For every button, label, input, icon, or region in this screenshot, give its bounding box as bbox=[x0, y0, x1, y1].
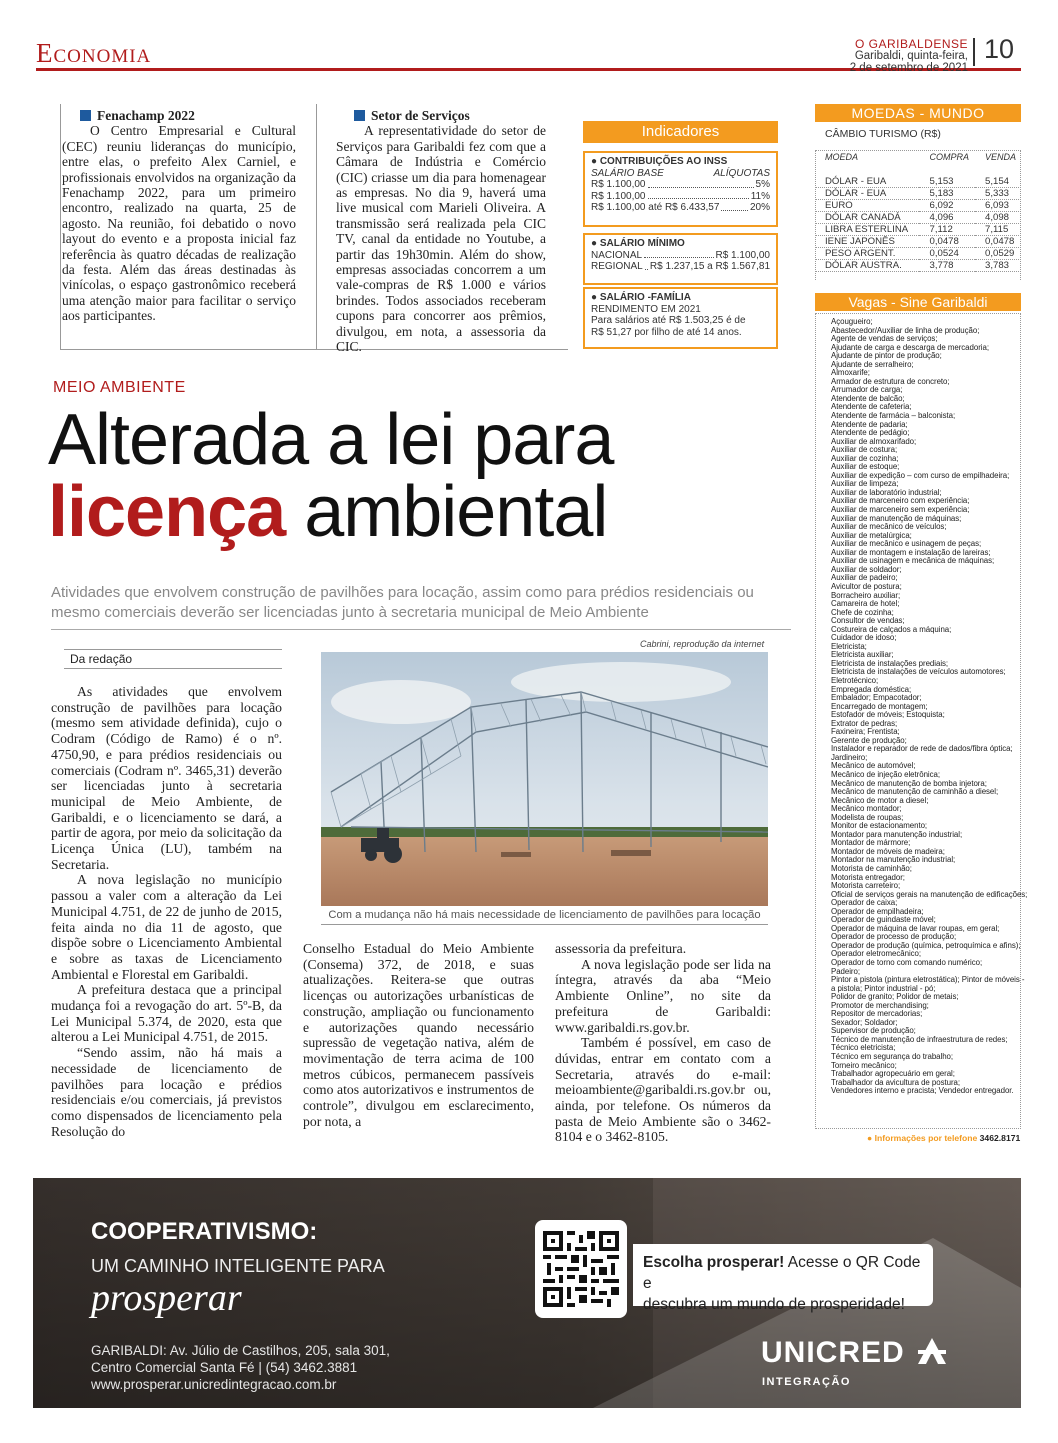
vaga-item: Ajudante de carga e descarga de mercadoria; bbox=[831, 342, 989, 352]
article-photo bbox=[321, 652, 768, 906]
vaga-item: Embalador; Empacotador; bbox=[831, 693, 922, 703]
minimo-row: NACIONAL R$ 1.100,00 bbox=[591, 249, 770, 261]
dateline-date: 2 de setembro de 2021 bbox=[849, 62, 968, 74]
brief-title: Setor de Serviços bbox=[336, 108, 546, 123]
paragraph: Conselho Estadual do Meio Ambiente (Consema) 372, de 2018, e suas atualizações. Reitera-se que outras licenças ou autorizações urbanísticas de construção, ampliação ou funcionamento e autorizações quando necessário supressão de vegetação nativa, além de movimentação de terra acima de 100 metros cúbicos, permanecem passíveis como atos autorizativos e instrumentos de controle”, divulgou em esclarecimento, por nota, a bbox=[303, 941, 534, 1129]
vaga-item: Montador de móveis de madeira; bbox=[831, 846, 945, 856]
vaga-item: Eletricista de instalações prediais; bbox=[831, 658, 949, 668]
inss-col-base: SALÁRIO BASE bbox=[591, 167, 664, 179]
paragraph: A nova legislação pode ser lida na íntegra, através da aba “Meio Ambiente Online”, no site da prefeitura de Garibaldi: www.garibaldi.rs.gov.br. bbox=[555, 956, 771, 1035]
section-title: Economia bbox=[36, 38, 152, 68]
vaga-item: Atendente de pedágio; bbox=[831, 428, 910, 438]
inss-heading: ● CONTRIBUIÇÕES AO INSS bbox=[591, 156, 728, 167]
vaga-item: Auxiliar de costura; bbox=[831, 445, 898, 455]
vaga-item: Costureira de calçados a máquina; bbox=[831, 624, 952, 634]
vaga-item: Chefe de cozinha; bbox=[831, 607, 894, 617]
unicred-ad[interactable] bbox=[33, 1178, 1021, 1408]
inss-col-rate: ALÍQUOTAS bbox=[713, 167, 770, 179]
vaga-item: Mecânico de injeção eletrônica; bbox=[831, 769, 940, 779]
article-column-2 bbox=[303, 941, 534, 1129]
page-number: 10 bbox=[984, 34, 1015, 64]
vaga-item: Açougueiro; bbox=[831, 317, 873, 326]
vaga-item: Repositor de mercadorias; bbox=[831, 1009, 923, 1019]
vaga-item: Técnico em segurança do trabalho; bbox=[831, 1052, 954, 1062]
qr-code-icon bbox=[543, 1228, 619, 1310]
vaga-item: Mecânico de motor a diesel; bbox=[831, 795, 929, 805]
article-column-1 bbox=[51, 684, 282, 1139]
vaga-item: Auxiliar de montagem e instalação de lareiras; bbox=[831, 547, 991, 557]
unicred-sub: INTEGRAÇÃO bbox=[762, 1376, 851, 1388]
ad-script: prosperar bbox=[91, 1277, 242, 1319]
vaga-item: a pistola; Pintor industrial - pó; bbox=[831, 983, 936, 993]
vaga-item: Mecânico de automóvel; bbox=[831, 761, 916, 771]
vaga-item: Operador eletromecânico; bbox=[831, 949, 922, 959]
paper-info bbox=[850, 38, 968, 74]
vaga-item: Armador de estrutura de concreto; bbox=[831, 376, 950, 386]
minimo-heading: ● SALÁRIO MÍNIMO bbox=[591, 238, 685, 249]
vaga-item: Oficial de serviços gerais na manutenção de edificações; bbox=[831, 889, 1028, 899]
dateline: Garibaldi, quinta-feira, bbox=[854, 50, 968, 62]
paragraph: “Sendo assim, não há mais a necessidade de licenciamento de pavilhões para locação e prédios residenciais e/ou comerciais, já previstos como dispensados de licenciamento pela Resolução do bbox=[51, 1045, 282, 1139]
vaga-item: Ajudante de serralheiro; bbox=[831, 359, 914, 369]
vaga-item: Auxiliar de expedição – com curso de empilhadeira; bbox=[831, 470, 1010, 480]
vaga-item: Ajudante de pintor de produção; bbox=[831, 351, 942, 361]
subhead-rule bbox=[51, 629, 791, 630]
brief-text: A representatividade do setor de Serviços para Garibaldi fez com que a Câmara de Indústria e Comércio (CIC) criasse um dia para homenagear as empresas. No dia 9, haverá uma live musical com Marieli Oliveira. A transmissão será realizada pela CIC TV, canal da entidade no Youtube, a partir das 19h30min. Além do show, empresas associadas concorrem a um vale-compras de R$ 1.000 e vários brindes. Todos associados receberam cupons para concorrer aos prêmios, divulgou, em nota, a assessoria da CIC. bbox=[336, 123, 546, 355]
vaga-item: Abastecedor/Auxiliar de linha de produção; bbox=[831, 325, 980, 335]
col-venda: VENDA bbox=[985, 152, 1017, 162]
vaga-item: Operador de máquina de lavar roupas, em geral; bbox=[831, 923, 1000, 933]
paragraph: A prefeitura destaca que a principal mudança foi a revogação do art. 5º-B, da Lei Municipal 5.374, de 2020, esta que alterou a Lei Municipal 4.751, de 2015. bbox=[51, 982, 282, 1045]
moedas-subtitle: CÂMBIO TURISMO (R$) bbox=[825, 128, 941, 140]
inss-row: R$ 1.100,00 5% bbox=[591, 179, 770, 191]
moedas-table bbox=[815, 150, 1021, 272]
vaga-item: Eletricista auxiliar; bbox=[831, 650, 894, 660]
ad-cta: Escolha prosperar! Acesse o QR Code e descubra um mundo de prosperidade! bbox=[633, 1244, 933, 1306]
brief-fenachamp bbox=[62, 108, 296, 324]
photo-credit: Cabrini, reprodução da internet bbox=[640, 639, 765, 649]
vaga-item: Mecânico de manutenção de bomba injetora; bbox=[831, 778, 987, 788]
ad-line: UM CAMINHO INTELIGENTE PARA bbox=[91, 1256, 385, 1276]
brief-divider bbox=[60, 104, 61, 350]
caption-rule bbox=[321, 924, 768, 925]
vaga-item: Auxiliar de padeiro; bbox=[831, 573, 898, 583]
vaga-item: Auxiliar de marceneiro com experiência; bbox=[831, 496, 970, 506]
vaga-item: Auxiliar de marceneiro sem experiência; bbox=[831, 505, 970, 515]
vaga-item: Vendedores interno e pracista; Vendedor entregador. bbox=[831, 1086, 1014, 1096]
inss-row: R$ 1.100,00 até R$ 6.433,57 20% bbox=[591, 202, 770, 214]
vaga-item: Supervisor de produção; bbox=[831, 1026, 916, 1036]
vaga-item: Encarregado de montagem; bbox=[831, 701, 928, 711]
vaga-item: Padeiro; bbox=[831, 966, 860, 976]
article-column-3 bbox=[555, 941, 771, 1145]
vaga-item: Eletricista de instalações de veículos automotores; bbox=[831, 667, 1006, 677]
currency-row: DÓLAR CANADÁ 4,096 4,098 bbox=[815, 212, 1021, 224]
vaga-item: Instalador e reparador de rede de dados/fibra óptica; bbox=[831, 744, 1013, 754]
header-separator bbox=[973, 38, 975, 66]
vaga-item: Sexador; Soldador; bbox=[831, 1017, 898, 1027]
article-headline: Alterada a lei para licença ambiental bbox=[48, 400, 614, 552]
col-moeda: MOEDA bbox=[825, 152, 859, 162]
brief-text: O Centro Empresarial e Cultural (CEC) reuniu lideranças do município, entre elas, o prefeito Alex Carniel, e profissionais envolvidos na organização da Fenachamp 2022, para um primeiro encontro, realizado na quarta, 25 de agosto. Na reunião, foi debatido o novo layout do evento e a proposta inicial faz referência às quatro décadas de realização da festa. Além das áreas destinadas às vinícolas, o espaço gastronômico receberá uma atenção maior para facilitar o serviço aos participantes. bbox=[62, 123, 296, 324]
vaga-item: Eletricista; bbox=[831, 641, 867, 651]
ad-website-link[interactable]: www.prosperar.unicredintegracao.com.br bbox=[91, 1377, 337, 1392]
minimo-row: REGIONAL R$ 1.237,15 a R$ 1.567,81 bbox=[591, 261, 770, 273]
vaga-item: Montador na manutenção industrial; bbox=[831, 855, 956, 865]
currency-row: DÓLAR - EUA 5,183 5,333 bbox=[815, 188, 1021, 200]
vaga-item: Auxiliar de metalúrgica; bbox=[831, 530, 912, 540]
square-bullet-icon bbox=[80, 110, 91, 121]
vaga-item: Mecânico montador; bbox=[831, 804, 902, 814]
vaga-item: Polidor de granito; Polidor de metais; bbox=[831, 992, 959, 1002]
vaga-item: Atendente de padaria; bbox=[831, 419, 908, 429]
vaga-item: Auxiliar de mecânico de veículos; bbox=[831, 522, 947, 532]
vaga-item: Arrumador de carga; bbox=[831, 385, 903, 395]
paper-name: O GARIBALDENSE bbox=[854, 37, 968, 51]
vaga-item: Motorista carreteiro; bbox=[831, 881, 901, 891]
currency-row: DÓLAR AUSTRA. 3,778 3,783 bbox=[815, 260, 1021, 272]
qr-code[interactable] bbox=[535, 1220, 627, 1318]
article-kicker: MEIO AMBIENTE bbox=[53, 379, 186, 396]
brief-title: Fenachamp 2022 bbox=[62, 108, 296, 123]
ad-address: GARIBALDI: Av. Júlio de Castilhos, 205, sala 301, Centro Comercial Santa Fé | (54) 3462.3881 www.prosperar.unicredintegracao.com.br bbox=[91, 1343, 390, 1392]
vaga-item: Estofador de móveis; Estoquista; bbox=[831, 710, 945, 720]
moedas-title: MOEDAS - MUNDO bbox=[815, 104, 1021, 122]
familia-line: R$ 51,27 por filho de até 14 anos. bbox=[591, 326, 742, 338]
vaga-item: Faxineira; Frentista; bbox=[831, 727, 900, 737]
vaga-item: Avicultor de postura; bbox=[831, 581, 902, 591]
brief-servicos bbox=[336, 108, 546, 355]
currency-row: DÓLAR - EUA 5,153 5,154 bbox=[815, 176, 1021, 188]
vaga-item: Modelista de roupas; bbox=[831, 812, 904, 822]
pavilion-photo bbox=[321, 652, 768, 906]
vaga-item: Consultor de vendas; bbox=[831, 616, 905, 626]
familia-heading: ● SALÁRIO -FAMÍLIA bbox=[591, 292, 691, 303]
vaga-item: Técnico eletricista; bbox=[831, 1043, 896, 1053]
vaga-item: Atendente de cafeteria; bbox=[831, 402, 912, 412]
vaga-item: Auxiliar de almoxarifado; bbox=[831, 436, 917, 446]
vaga-item: Auxiliar de usinagem e mecânica de máquinas; bbox=[831, 556, 995, 566]
vaga-item: Operador de guindaste móvel; bbox=[831, 915, 936, 925]
vaga-item: Atendente de balcão; bbox=[831, 393, 905, 403]
vaga-item: Camareira de hotel; bbox=[831, 599, 900, 609]
vaga-item: Trabalhador agropecuário em geral; bbox=[831, 1069, 955, 1079]
vaga-item: Motorista entregador; bbox=[831, 872, 905, 882]
currency-row: IENE JAPONÊS 0,0478 0,0478 bbox=[815, 236, 1021, 248]
vagas-title: Vagas - Sine Garibaldi bbox=[815, 293, 1021, 311]
vaga-item: Eletrotécnico; bbox=[831, 675, 879, 685]
minimo-box bbox=[583, 233, 778, 285]
col-compra: COMPRA bbox=[929, 152, 969, 162]
vaga-item: Gerente de produção; bbox=[831, 735, 907, 745]
vaga-item: Mecânico de manutenção de caminhão a diesel; bbox=[831, 787, 999, 797]
vaga-item: Operador de torno com comando numérico; bbox=[831, 958, 983, 968]
unicred-logo: UNICRED bbox=[761, 1336, 946, 1370]
vaga-item: Extrator de pedras; bbox=[831, 718, 898, 728]
familia-line: RENDIMENTO EM 2021 bbox=[591, 303, 701, 315]
vaga-item: Cuidador de idoso; bbox=[831, 633, 897, 643]
vaga-item: Operador de caixa; bbox=[831, 898, 898, 908]
vaga-item: Auxiliar de laboratório industrial; bbox=[831, 487, 942, 497]
vaga-item: Empregada doméstica; bbox=[831, 684, 912, 694]
brief-divider bbox=[316, 104, 317, 350]
vaga-item: Operador de processo de produção; bbox=[831, 932, 957, 942]
vaga-item: Jardineiro; bbox=[831, 752, 868, 762]
vaga-item: Auxiliar de manutenção de máquinas; bbox=[831, 513, 962, 523]
vaga-item: Trabalhador da avicultura de postura; bbox=[831, 1077, 961, 1087]
vaga-item: Operador de produção (química, petroquímica e afins); bbox=[831, 940, 1021, 950]
vaga-item: Agente de vendas de serviços; bbox=[831, 334, 938, 344]
vaga-item: Auxiliar de cozinha; bbox=[831, 453, 899, 463]
paragraph: A nova legislação no município passou a valer com a alteração da Lei Municipal 4.751, de 22 de junho de 2015, feita ainda no dia 11 de agosto, que dispõe sobre o Licenciamento Ambiental e sobre as taxas de Licenciamento Ambiental e Florestal em Garibaldi. bbox=[51, 872, 282, 982]
familia-box bbox=[583, 287, 778, 349]
vaga-item: Borracheiro auxiliar; bbox=[831, 590, 901, 600]
vaga-item: Montador de mármore; bbox=[831, 838, 911, 848]
indicadores-title: Indicadores bbox=[583, 121, 778, 143]
vagas-footer: ● Informações por telefone 3462.8171 bbox=[867, 1133, 1021, 1143]
article-subhead: Atividades que envolvem construção de pavilhões para locação, assim como para prédios residenciais ou mesmo comerciais deverão ser licenciadas junto à secretaria municipal de Meio Ambiente bbox=[51, 584, 754, 621]
currency-row: PESO ARGENT. 0,0524 0,0529 bbox=[815, 248, 1021, 260]
vagas-list bbox=[831, 318, 1027, 1096]
square-bullet-icon bbox=[354, 110, 365, 121]
vaga-item: Almoxarife; bbox=[831, 368, 870, 378]
byline: Da redação bbox=[70, 652, 133, 666]
unicred-logo-icon bbox=[918, 1338, 946, 1364]
paragraph: assessoria da prefeitura. bbox=[555, 941, 687, 956]
vaga-item: Operador de empilhadeira; bbox=[831, 906, 924, 916]
vaga-item: Pintor a pistola (pintura eletrostática); Pintor de móveis - bbox=[831, 975, 1025, 985]
ad-title: COOPERATIVISMO: bbox=[91, 1218, 318, 1245]
vaga-item: Auxiliar de soldador; bbox=[831, 564, 902, 574]
vaga-item: Auxiliar de mecânico e usinagem de peças; bbox=[831, 539, 982, 549]
vaga-item: Torneiro mecânico; bbox=[831, 1060, 897, 1070]
vaga-item: Motorista de caminhão; bbox=[831, 864, 912, 873]
photo-caption: Com a mudança não há mais necessidade de licenciamento de pavilhões para locação bbox=[328, 909, 761, 921]
vaga-item: Monitor de estacionamento; bbox=[831, 821, 928, 831]
vaga-item: Técnico de manutenção de infraestrutura de redes; bbox=[831, 1034, 1008, 1044]
vaga-item: Auxiliar de limpeza; bbox=[831, 479, 899, 489]
paragraph: Também é possível, em caso de dúvidas, entrar em contato com a Secretaria, através do e-mail: meioambiente@garibaldi.rs.gov.br ou, ainda, por telefone. Os números da pasta de Meio Ambiente são o 3462-8104 e o 3462-8105. bbox=[555, 1035, 771, 1145]
vaga-item: Auxiliar de estoque; bbox=[831, 462, 900, 472]
currency-row: EURO 6,092 6,093 bbox=[815, 200, 1021, 212]
vaga-item: Montador para manutenção industrial; bbox=[831, 829, 963, 839]
vaga-item: Atendente de farmácia – balconista; bbox=[831, 411, 956, 421]
familia-line: Para salários até R$ 1.503,25 é de bbox=[591, 315, 746, 327]
inss-row: R$ 1.100,00 11% bbox=[591, 190, 770, 202]
inss-box bbox=[583, 151, 778, 227]
paragraph: As atividades que envolvem construção de pavilhões para locação (mesmo sem atividade definida), cujo o Codram (Código de Ramo) é o nº. 4750,90, e para prédios residenciais ou comerciais (Codram nº. 3465,31) deverão ser licenciadas junto à secretaria municipal de Meio Ambiente, de Garibaldi, e o licenciamento se dará, a partir de agora, por meio da solicitação da Licença Única (LU), também na Secretaria. bbox=[51, 684, 282, 872]
vaga-item: Promotor de merchandising; bbox=[831, 1000, 929, 1010]
currency-row: LIBRA ESTERLINA 7,112 7,115 bbox=[815, 224, 1021, 236]
